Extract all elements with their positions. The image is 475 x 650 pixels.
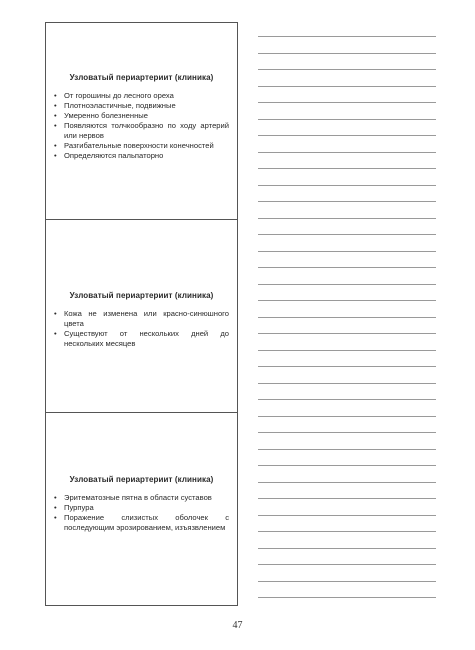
bullet-item: • Умеренно болезненные <box>54 111 229 121</box>
note-line <box>258 581 436 582</box>
note-line <box>258 135 436 136</box>
note-line <box>258 152 436 153</box>
note-line <box>258 366 436 367</box>
bullet-item: • Появляются толчкообразно по ходу артерий или нервов <box>54 121 229 141</box>
bullet-item: • Поражение слизистых оболочек с последующим эрозированием, изъязвлением <box>54 513 229 533</box>
note-line <box>258 465 436 466</box>
note-line <box>258 449 436 450</box>
note-line <box>258 300 436 301</box>
bullet-list <box>54 493 229 533</box>
note-line <box>258 234 436 235</box>
note-line <box>258 267 436 268</box>
note-line <box>258 333 436 334</box>
note-line <box>258 564 436 565</box>
note-line <box>258 69 436 70</box>
note-line <box>258 201 436 202</box>
note-line <box>258 317 436 318</box>
note-line <box>258 168 436 169</box>
bullet-item: • Определяются пальпаторно <box>54 151 229 161</box>
bullet-item: • Существуют от нескольких дней до нескольких месяцев <box>54 329 229 349</box>
slide-title: Узловатый периартериит (клиника) <box>69 73 214 82</box>
slide-3 <box>46 412 237 605</box>
bullet-list <box>54 91 229 161</box>
note-line <box>258 482 436 483</box>
slide-title: Узловатый периартериит (клиника) <box>69 291 214 300</box>
note-line <box>258 36 436 37</box>
bullet-item: • Пурпура <box>54 503 229 513</box>
bullet-item: • От горошины до лесного ореха <box>54 91 229 101</box>
note-line <box>258 399 436 400</box>
note-line <box>258 119 436 120</box>
note-line <box>258 548 436 549</box>
note-line <box>258 185 436 186</box>
bullet-item: • Эритематозные пятна в области суставов <box>54 493 229 503</box>
note-line <box>258 86 436 87</box>
note-line <box>258 432 436 433</box>
note-line <box>258 284 436 285</box>
bullet-item: • Разгибательные поверхности конечностей <box>54 141 229 151</box>
slide-title: Узловатый периартериит (клиника) <box>69 475 214 484</box>
note-line <box>258 597 436 598</box>
slides-column <box>45 22 238 606</box>
slide-2 <box>46 219 237 412</box>
note-line <box>258 531 436 532</box>
page-number: 47 <box>232 620 243 631</box>
notes-lines-area <box>258 36 436 602</box>
note-line <box>258 102 436 103</box>
note-line <box>258 515 436 516</box>
note-line <box>258 350 436 351</box>
note-line <box>258 416 436 417</box>
note-line <box>258 383 436 384</box>
bullet-list <box>54 309 229 349</box>
note-line <box>258 218 436 219</box>
note-line <box>258 251 436 252</box>
note-line <box>258 498 436 499</box>
note-line <box>258 53 436 54</box>
slide-1 <box>46 23 237 219</box>
bullet-item: • Кожа не изменена или красно-синюшного цвета <box>54 309 229 329</box>
bullet-item: • Плотноэластичные, подвижные <box>54 101 229 111</box>
